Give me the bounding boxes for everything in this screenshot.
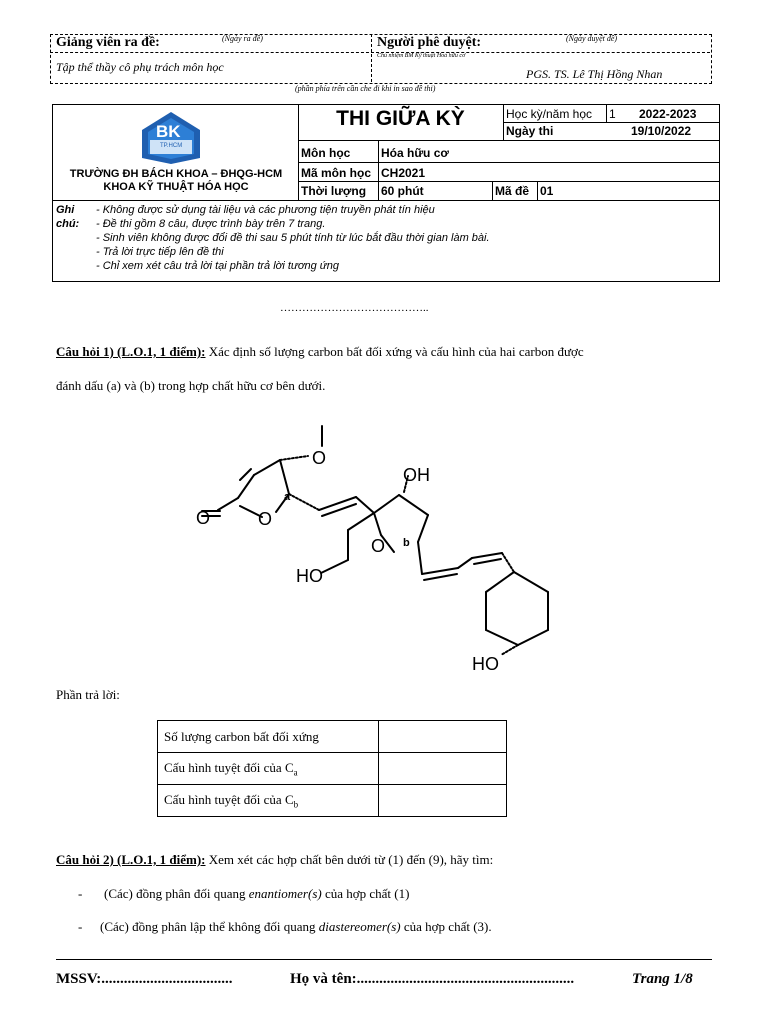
answer-cell[interactable] xyxy=(379,785,507,817)
answer-table xyxy=(157,720,507,817)
note-item: - Trả lời trực tiếp lên đề thi xyxy=(96,246,224,258)
grid-vline-3 xyxy=(378,140,379,200)
lecturer-name: Tập thể thầy cô phụ trách môn học xyxy=(56,60,224,74)
footer-name: Họ và tên:.......................................................... xyxy=(290,971,575,987)
lecturer-date-note: (Ngày ra đề) xyxy=(222,34,263,43)
ring-o-2: O xyxy=(371,536,386,556)
note-item: - Chỉ xem xét câu trả lời tại phần trả lời tương ứng xyxy=(96,260,339,272)
cut-note: (phần phía trên cần che đi khi in sao đề thi) xyxy=(295,84,436,93)
question1-line1 xyxy=(56,344,714,360)
question1-line2: đánh dấu (a) và (b) trong hợp chất hữu cơ bên dưới. xyxy=(56,378,326,393)
ho-left: HO xyxy=(296,566,323,586)
subject-value: Hóa hữu cơ xyxy=(381,146,449,160)
answer-intro: Phần trả lời: xyxy=(56,687,120,702)
logo-text: BK xyxy=(156,122,181,141)
answer-label-b xyxy=(158,785,379,817)
answer-label-a xyxy=(158,753,379,785)
mark-b: b xyxy=(403,537,410,549)
logo-subtext: TP.HCM xyxy=(160,143,183,149)
date-value: 19/10/2022 xyxy=(631,124,692,138)
question2-line xyxy=(56,852,493,868)
chemical-structure xyxy=(196,420,586,682)
carbonyl-o: O xyxy=(196,508,211,528)
answer-label-sub: b xyxy=(293,799,299,810)
notes-divider xyxy=(52,200,719,201)
separator: ………………………………….. xyxy=(280,302,429,314)
approver-label: Người phê duyệt: xyxy=(377,35,482,50)
question1-heading: Câu hỏi 1) (L.O.1, 1 điểm): xyxy=(56,344,206,359)
footer-rule xyxy=(56,959,712,960)
table-row xyxy=(158,753,507,785)
exam-title: THI GIỮA KỲ xyxy=(336,107,465,130)
answer-label-text: Cấu hình tuyệt đối của C xyxy=(164,791,294,807)
school-line-1: TRƯỜNG ĐH BÁCH KHOA – ĐHQG-HCM xyxy=(69,168,283,180)
duration-value: 60 phút xyxy=(381,184,424,198)
bk-logo xyxy=(140,110,202,166)
grid-hline-3 xyxy=(298,181,719,182)
grid-vline-5 xyxy=(537,181,538,200)
bullet2-pre: (Các) đồng phân lập thể không đối quang xyxy=(100,919,319,934)
grid-vline-4 xyxy=(492,181,493,200)
note-item: - Không được sử dụng tài liệu và các phương tiện truyền phát tín hiệu xyxy=(96,204,435,216)
table-row xyxy=(158,721,507,753)
mark-a: a xyxy=(284,491,291,503)
notes-list xyxy=(96,203,490,273)
ring-o-1: O xyxy=(258,509,273,529)
bullet1-term: enantiomer(s) xyxy=(248,886,322,901)
school-name xyxy=(56,168,296,194)
note-item: - Sinh viên không được đổi đề thi sau 5 phút tính từ lúc bắt đầu thời gian làm bài. xyxy=(96,232,490,244)
methoxy-o: O xyxy=(312,448,327,468)
question2-text: Xem xét các hợp chất bên dưới từ (1) đến (9), hãy tìm: xyxy=(205,852,494,867)
bullet1-pre: (Các) đồng phân đối quang xyxy=(104,886,249,901)
approval-divider xyxy=(371,34,372,82)
grid-hline-2 xyxy=(298,162,719,163)
grid-vline-2 xyxy=(606,104,607,122)
notes-label: Ghi chú: xyxy=(56,204,80,230)
table-row xyxy=(158,785,507,817)
ho-bottom: HO xyxy=(472,654,499,674)
code-label: Mã môn học xyxy=(301,166,372,180)
lecturer-label: Giảng viên ra đề: xyxy=(56,35,160,50)
header-line xyxy=(298,140,719,141)
approver-role: Chủ nhiệm BM Kỹ thuật Hoá hữu cơ xyxy=(377,53,466,59)
bullet2-term: diastereomer(s) xyxy=(318,919,401,934)
duration-label: Thời lượng xyxy=(301,184,367,198)
note-item: - Đề thi gồm 8 câu, được trình bày trên 7 trang. xyxy=(96,218,326,230)
question1-text: Xác định số lượng carbon bất đối xứng và cấu hình của hai carbon được xyxy=(205,344,584,359)
question2-bullet-1: - (Các) đồng phân đối quang enantiomer(s) của hợp chất (1) xyxy=(78,886,410,901)
bullet1-post: của hợp chất (1) xyxy=(321,886,410,901)
semester-value: 1 xyxy=(609,107,616,121)
footer-page: Trang 1/8 xyxy=(632,971,693,987)
oh-top: OH xyxy=(403,465,430,485)
year-value: 2022-2023 xyxy=(639,107,697,121)
question2-heading: Câu hỏi 2) (L.O.1, 1 điểm): xyxy=(56,852,206,867)
code-value: CH2021 xyxy=(381,166,426,180)
bullet2-post: của hợp chất (3). xyxy=(400,919,492,934)
question2-bullet-2: - (Các) đồng phân lập thể không đối quang diastereomer(s) của hợp chất (3). xyxy=(78,919,492,934)
date-label: Ngày thi xyxy=(506,124,554,138)
answer-label-sub: a xyxy=(293,767,298,778)
approver-name: PGS. TS. Lê Thị Hồng Nhan xyxy=(526,67,663,81)
exam-code-label: Mã đề xyxy=(495,184,530,198)
exam-code-value: 01 xyxy=(540,184,554,198)
grid-hline-1 xyxy=(503,122,719,123)
answer-cell[interactable] xyxy=(379,753,507,785)
footer-mssv: MSSV:................................... xyxy=(56,971,233,987)
answer-label-text: Cấu hình tuyệt đối của C xyxy=(164,759,294,775)
subject-label: Môn học xyxy=(301,146,351,160)
answer-label: Số lượng carbon bất đối xứng xyxy=(158,721,379,753)
approver-date-note: (Ngày duyệt đề) xyxy=(566,34,618,43)
answer-cell[interactable] xyxy=(379,721,507,753)
school-line-2: KHOA KỸ THUẬT HÓA HỌC xyxy=(103,181,249,193)
semester-label: Học kỳ/năm học xyxy=(506,107,593,121)
